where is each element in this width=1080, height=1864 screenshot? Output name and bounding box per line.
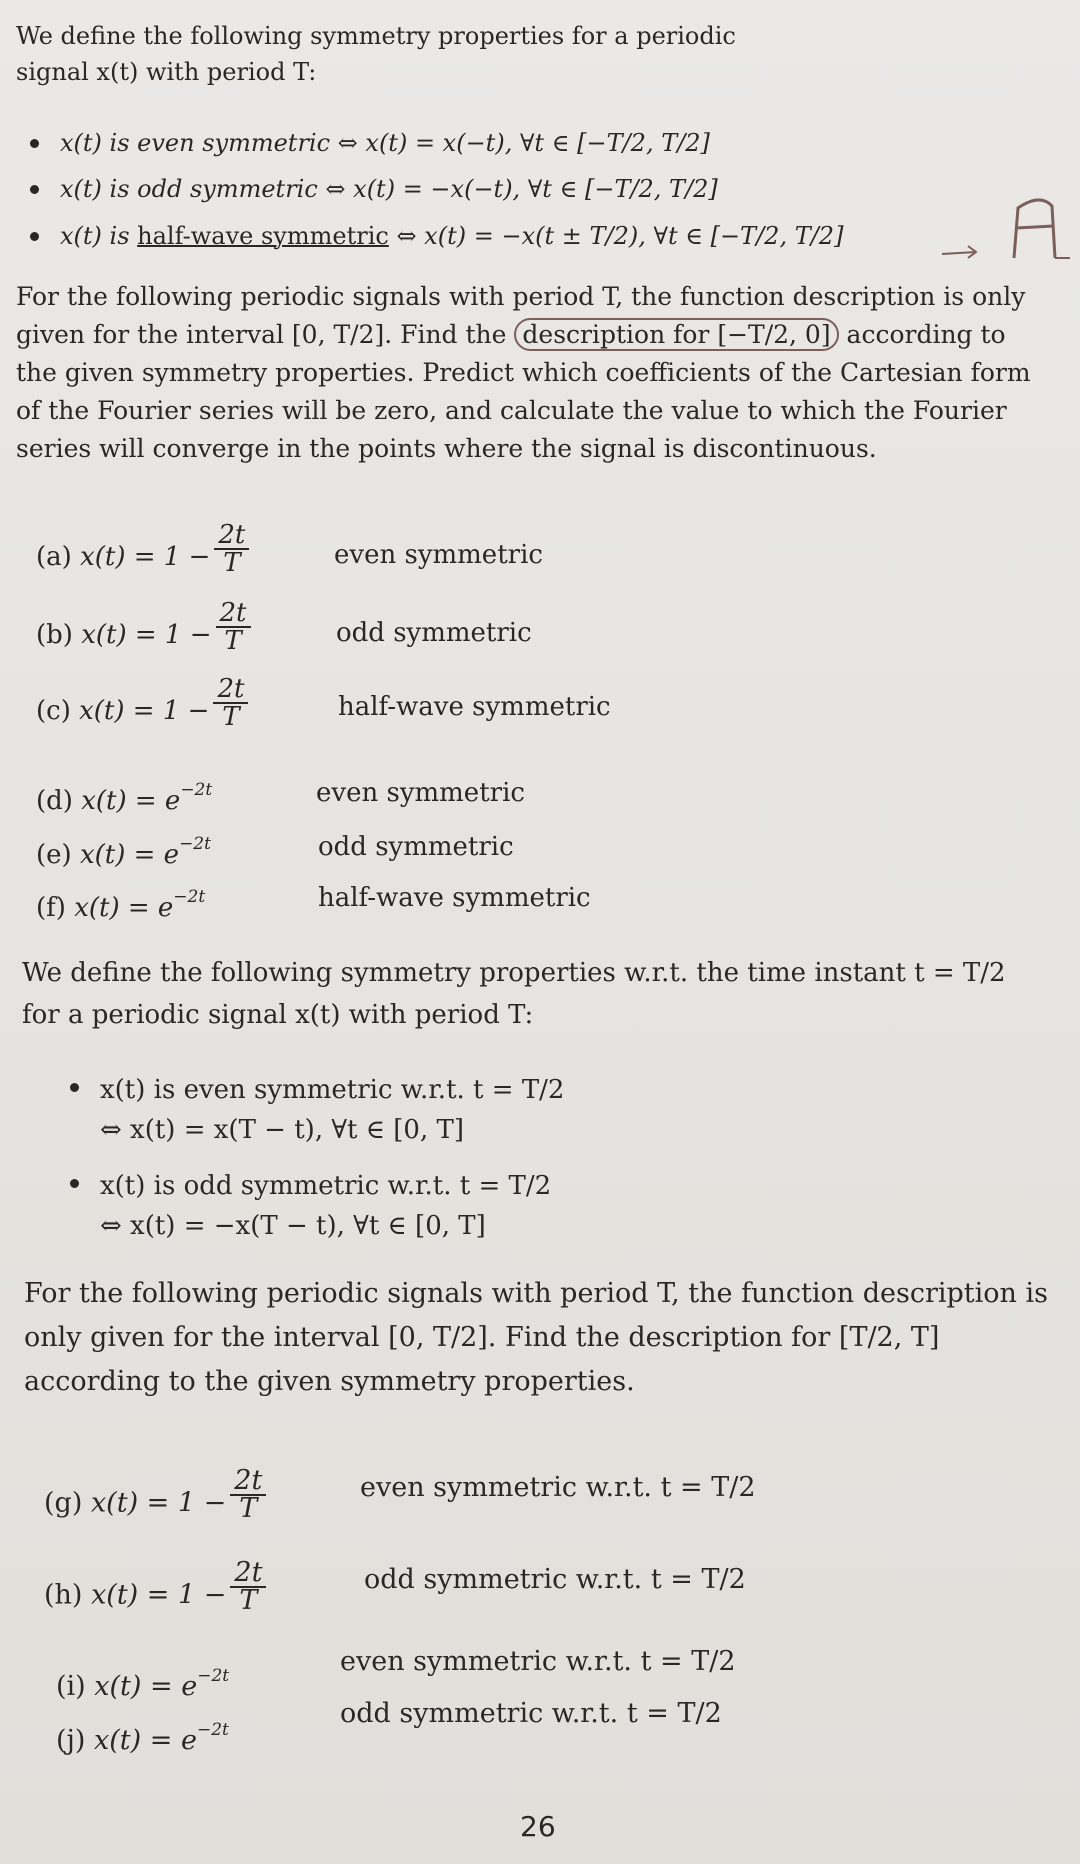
symmetry-label: odd symmetric — [336, 618, 532, 648]
symmetry-label: even symmetric w.r.t. t = T/2 — [360, 1472, 756, 1503]
task-1-paragraph: For the following periodic signals with period T, the function description is only given for the interval [0, T/2]. Find the description for [−T/2, 0] according to the given symmetry properties. Predict which coefficients of the Cartesian form of the Fourier series will be zero, and calculate the value to which the Fourier series will converge in the points where the signal is discontinuous. — [16, 282, 1031, 463]
bullet-dot — [30, 232, 39, 241]
symmetry-label: half-wave symmetric — [338, 692, 611, 722]
page-number: 26 — [520, 1810, 556, 1843]
handwritten-mark-icon — [1000, 188, 1070, 268]
symmetry-label: half-wave symmetric — [318, 883, 591, 913]
property-even-t2: x(t) is even symmetric w.r.t. t = T/2 ⇔ x(t) = x(T − t), ∀t ∈ [0, T] — [100, 1070, 564, 1150]
symmetry-label: even symmetric — [316, 778, 525, 808]
pen-arrow-icon — [940, 242, 980, 262]
bullet-dot — [70, 1083, 79, 1092]
document-page: We define the following symmetry properties for a periodic signal x(t) with period T: x(t) is even symmetric ⇔ x(t) = x(−t), ∀t ∈ [−T/2, T/2] x(t) is odd symmetric ⇔ x(t) = −x(−t), ∀t ∈ [−T/2, T/2] x(t) is half-wave symmetric ⇔ x(t) = −x(t ± T/2), ∀t ∈ [−T/2, T/2] For the following periodic signals with period T, the function description is only given for the interval [0, T/2]. Find the description for [−T/2, 0] according to the given symmetry properties. Predict which coefficients of the Cartesian form of the Fourier series will be zero, and calculate the value to which the Fourier series will converge in the points where the signal is discontinuous. (a) x(t) = 1 − $\frac{2t}{T}$ even symmetric (b) x(t) = 1 − $\frac{2t}{T}$ odd symmetric (c) x(t) = 1 − $\frac{2t}{T}$ half-wave symmetric (d) $x(t) = e^{-2t}$ even symmetric (e) $x(t) = e^{-2t}$ odd symmetric (f) $x(t) = e^{-2t}$ half-wave symmetric We define the following symmetry properties w.r.t. the time instant t = T/2 for a periodic signal x(t) with period T: x(t) is even symmetric w.r.t. t = T/2 ⇔ x(t) = x(T − t), ∀t ∈ [0, T] x(t) is odd symmetric w.r.t. t = T/2 ⇔ x(t) = −x(T − t), ∀t ∈ [0, T] For the following periodic signals with period T, the function description is only given for the interval [0, T/2]. Find the description for [T/2, T] according to the given symmetry properties. (g) x(t) = 1 − $\frac{2t}{T}$ even symmetric w.r.t. t = T/2 (h) x(t) = 1 − $\frac{2t}{T}$ odd symmetric w.r.t. t = T/2 (i) $x(t) = e^{-2t}$ even symmetric w.r.t. t = T/2 (j) $x(t) = e^{-2t}$ odd symmetric w.r.t. t = T/2 26 — [0, 0, 1080, 1864]
bullet-dot — [30, 139, 39, 148]
property-odd: x(t) is odd symmetric ⇔ x(t) = −x(−t), ∀t ∈ [−T/2, T/2] — [60, 172, 718, 206]
symmetry-label: odd symmetric w.r.t. t = T/2 — [340, 1698, 722, 1729]
task-2-paragraph: For the following periodic signals with period T, the function description is only given for the interval [0, T/2]. Find the description for [T/2, T] according to the given symmetry properties. — [24, 1278, 1048, 1397]
property-even: x(t) is even symmetric ⇔ x(t) = x(−t), ∀t ∈ [−T/2, T/2] — [60, 126, 710, 160]
intro-paragraph: We define the following symmetry properties for a periodic signal x(t) with period T: — [16, 22, 736, 86]
symmetry-label: even symmetric w.r.t. t = T/2 — [340, 1646, 736, 1677]
bullet-dot — [70, 1179, 79, 1188]
bullet-dot — [30, 185, 39, 194]
property-half-wave: x(t) is half-wave symmetric ⇔ x(t) = −x(t ± T/2), ∀t ∈ [−T/2, T/2] — [60, 219, 843, 253]
property-odd-t2: x(t) is odd symmetric w.r.t. t = T/2 ⇔ x(t) = −x(T − t), ∀t ∈ [0, T] — [100, 1166, 551, 1246]
circled-interval: description for [−T/2, 0] — [514, 318, 838, 351]
intro-2-paragraph: We define the following symmetry properties w.r.t. the time instant t = T/2 for a periodic signal x(t) with period T: — [22, 958, 1006, 1030]
half-wave-underlined: half-wave symmetric — [137, 222, 389, 250]
symmetry-label: even symmetric — [334, 540, 543, 570]
symmetry-label: odd symmetric w.r.t. t = T/2 — [364, 1564, 746, 1595]
symmetry-label: odd symmetric — [318, 832, 514, 862]
